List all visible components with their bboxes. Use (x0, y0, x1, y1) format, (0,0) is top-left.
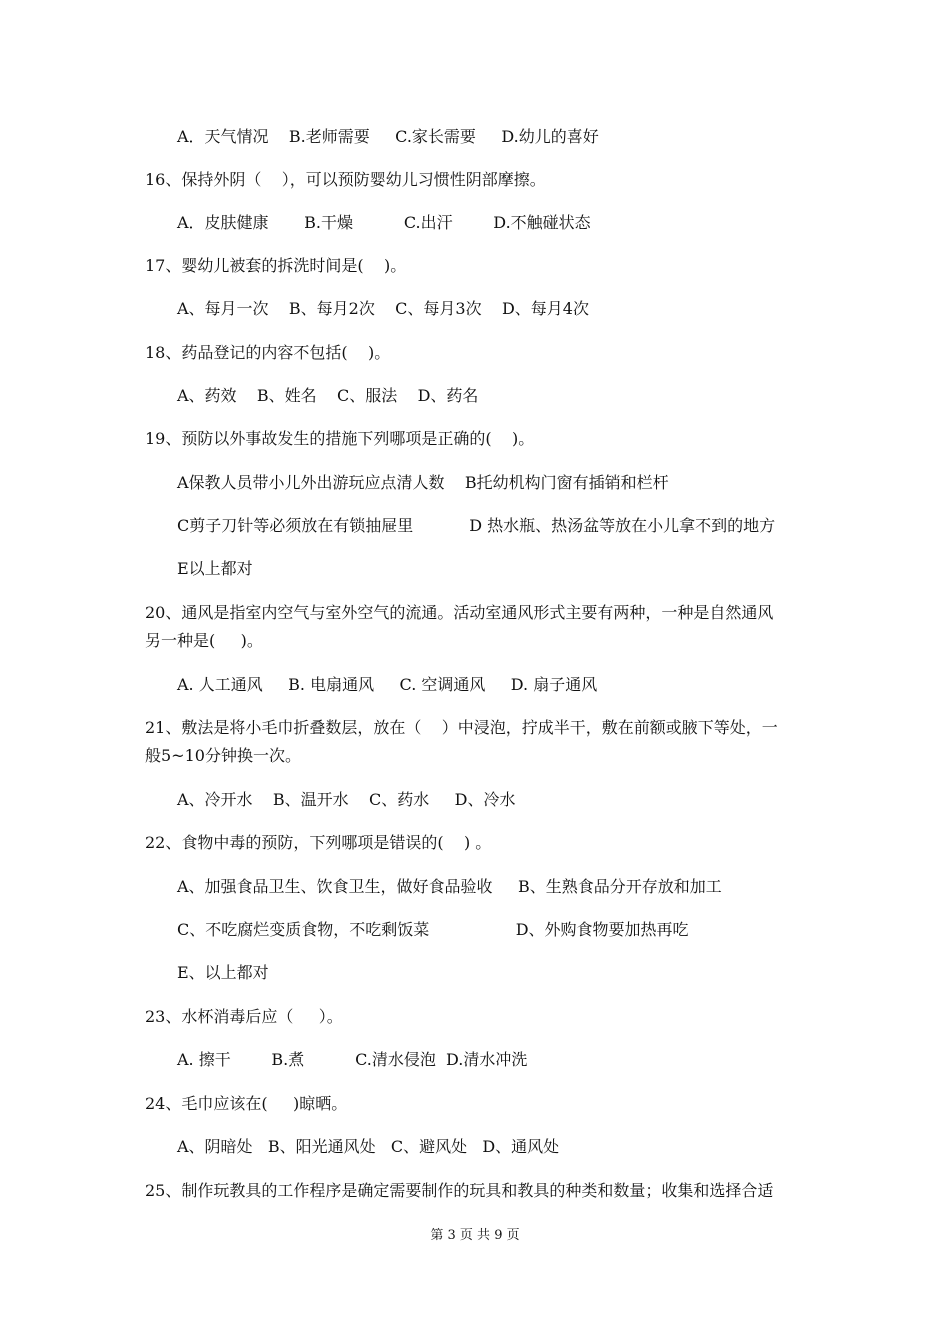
options-line: A、每月一次 B、每月2次 C、每月3次 D、每月4次 (177, 299, 589, 318)
options-line: C剪子刀针等必须放在有锁抽屉里 D 热水瓶、热汤盆等放在小儿拿不到的地方 (177, 516, 776, 535)
options-line: E、以上都对 (177, 963, 269, 982)
options-line: A. 人工通风 B. 电扇通风 C. 空调通风 D. 扇子通风 (177, 675, 598, 694)
question-line: 16、保持外阴（ ），可以预防婴幼儿习惯性阴部摩擦。 (145, 170, 546, 189)
options-line: A. 擦干 B.煮 C.清水侵泡 D.清水冲洗 (177, 1050, 528, 1069)
question-line: 20、通风是指室内空气与室外空气的流通。活动室通风形式主要有两种，一种是自然通风 (145, 603, 774, 622)
question-line: 17、婴幼儿被套的拆洗时间是( )。 (145, 256, 407, 275)
options-line: A、阴暗处 B、阳光通风处 C、避风处 D、通风处 (177, 1137, 560, 1156)
question-line: 24、毛巾应该在( )晾晒。 (145, 1094, 348, 1113)
options-line: A保教人员带小儿外出游玩应点清人数 B托幼机构门窗有插销和栏杆 (177, 473, 669, 492)
options-line: E以上都对 (177, 559, 253, 578)
options-line: A、冷开水 B、温开水 C、药水 D、冷水 (177, 790, 516, 809)
options-line: A、药效 B、姓名 C、服法 D、药名 (177, 386, 479, 405)
page-footer: 第 3 页 共 9 页 (430, 1228, 520, 1243)
options-line: A．天气情况 B.老师需要 C.家长需要 D.幼儿的喜好 (177, 127, 599, 146)
question-line: 19、预防以外事故发生的措施下列哪项是正确的( )。 (145, 429, 535, 448)
question-line: 23、水杯消毒后应（ ）。 (145, 1007, 343, 1026)
continuation-line: 般5~10分钟换一次。 (145, 746, 301, 765)
options-line: A、加强食品卫生、饮食卫生，做好食品验收 B、生熟食品分开存放和加工 (177, 877, 722, 896)
continuation-line: 另一种是( )。 (145, 631, 263, 650)
question-line: 25、制作玩教具的工作程序是确定需要制作的玩具和教具的种类和数量；收集和选择合适 (145, 1181, 774, 1200)
options-line: C、不吃腐烂变质食物，不吃剩饭菜 D、外购食物要加热再吃 (177, 920, 689, 939)
question-line: 18、药品登记的内容不包括( )。 (145, 343, 391, 362)
question-line: 21、敷法是将小毛巾折叠数层，放在（ ）中浸泡，拧成半干，敷在前额或腋下等处，一 (145, 718, 778, 737)
question-line: 22、食物中毒的预防，下列哪项是错误的( ) 。 (145, 833, 492, 852)
options-line: A．皮肤健康 B.干燥 C.出汗 D.不触碰状态 (177, 213, 591, 232)
